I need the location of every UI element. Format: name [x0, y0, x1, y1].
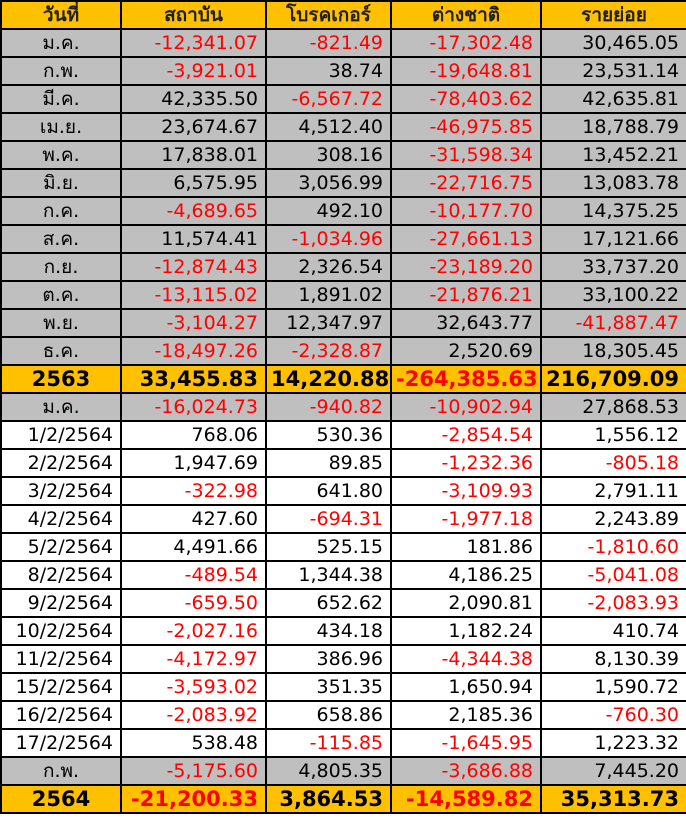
- institution-cell: -5,175.60: [121, 757, 266, 785]
- foreign-cell: -21,876.21: [391, 281, 541, 309]
- institution-cell: 17,838.01: [121, 141, 266, 169]
- broker-cell: -2,328.87: [266, 337, 391, 365]
- institution-cell: 768.06: [121, 421, 266, 449]
- broker-cell: 434.18: [266, 617, 391, 645]
- column-header-broker: โบรคเกอร์: [266, 1, 391, 29]
- institution-cell: 11,574.41: [121, 225, 266, 253]
- retail-cell: 1,556.12: [541, 421, 686, 449]
- date-cell: 16/2/2564: [1, 701, 121, 729]
- foreign-cell: 2,090.81: [391, 589, 541, 617]
- institution-cell: -12,874.43: [121, 253, 266, 281]
- institution-cell: -489.54: [121, 561, 266, 589]
- institution-cell: -16,024.73: [121, 393, 266, 421]
- date-cell: 9/2/2564: [1, 589, 121, 617]
- date-cell: เม.ย.: [1, 113, 121, 141]
- retail-cell: 13,452.21: [541, 141, 686, 169]
- month-summary-row: [1, 197, 686, 225]
- daily-row: [1, 561, 686, 589]
- foreign-cell: -1,232.36: [391, 449, 541, 477]
- table-body: [1, 29, 686, 813]
- institution-cell: 4,491.66: [121, 533, 266, 561]
- retail-cell: 1,223.32: [541, 729, 686, 757]
- institution-cell: -4,172.97: [121, 645, 266, 673]
- institution-cell: 427.60: [121, 505, 266, 533]
- date-cell: 5/2/2564: [1, 533, 121, 561]
- foreign-cell: -17,302.48: [391, 29, 541, 57]
- retail-cell: 1,590.72: [541, 673, 686, 701]
- broker-cell: -694.31: [266, 505, 391, 533]
- institution-cell: -659.50: [121, 589, 266, 617]
- retail-cell: -805.18: [541, 449, 686, 477]
- broker-cell: 351.35: [266, 673, 391, 701]
- broker-cell: 12,347.97: [266, 309, 391, 337]
- broker-cell: 386.96: [266, 645, 391, 673]
- retail-cell: 410.74: [541, 617, 686, 645]
- broker-cell: 38.74: [266, 57, 391, 85]
- institution-cell: -21,200.33: [121, 785, 266, 813]
- month-summary-row: [1, 309, 686, 337]
- date-cell: 11/2/2564: [1, 645, 121, 673]
- month-summary-row: [1, 141, 686, 169]
- broker-cell: 1,891.02: [266, 281, 391, 309]
- foreign-cell: -23,189.20: [391, 253, 541, 281]
- date-cell: ส.ค.: [1, 225, 121, 253]
- daily-row: [1, 449, 686, 477]
- date-cell: มี.ค.: [1, 85, 121, 113]
- broker-cell: 308.16: [266, 141, 391, 169]
- retail-cell: 18,305.45: [541, 337, 686, 365]
- retail-cell: -760.30: [541, 701, 686, 729]
- header-row: [1, 1, 686, 29]
- date-cell: 15/2/2564: [1, 673, 121, 701]
- month-summary-row: [1, 393, 686, 421]
- foreign-cell: 2,520.69: [391, 337, 541, 365]
- month-summary-row: [1, 337, 686, 365]
- foreign-cell: -19,648.81: [391, 57, 541, 85]
- institution-cell: 23,674.67: [121, 113, 266, 141]
- date-cell: 17/2/2564: [1, 729, 121, 757]
- broker-cell: 658.86: [266, 701, 391, 729]
- date-cell: 2/2/2564: [1, 449, 121, 477]
- month-summary-row: [1, 757, 686, 785]
- foreign-cell: -4,344.38: [391, 645, 541, 673]
- institution-cell: -4,689.65: [121, 197, 266, 225]
- date-cell: ก.ย.: [1, 253, 121, 281]
- retail-cell: 216,709.09: [541, 365, 686, 393]
- institution-cell: -2,083.92: [121, 701, 266, 729]
- broker-cell: -940.82: [266, 393, 391, 421]
- institution-cell: -13,115.02: [121, 281, 266, 309]
- retail-cell: 27,868.53: [541, 393, 686, 421]
- daily-row: [1, 729, 686, 757]
- date-cell: ต.ค.: [1, 281, 121, 309]
- broker-cell: 525.15: [266, 533, 391, 561]
- foreign-cell: -264,385.63: [391, 365, 541, 393]
- foreign-cell: 181.86: [391, 533, 541, 561]
- foreign-cell: -10,177.70: [391, 197, 541, 225]
- foreign-cell: 1,650.94: [391, 673, 541, 701]
- broker-cell: 652.62: [266, 589, 391, 617]
- month-summary-row: [1, 253, 686, 281]
- broker-cell: -1,034.96: [266, 225, 391, 253]
- date-cell: 3/2/2564: [1, 477, 121, 505]
- retail-cell: 42,635.81: [541, 85, 686, 113]
- date-cell: ก.พ.: [1, 757, 121, 785]
- foreign-cell: -10,902.94: [391, 393, 541, 421]
- broker-cell: 1,344.38: [266, 561, 391, 589]
- month-summary-row: [1, 85, 686, 113]
- daily-row: [1, 645, 686, 673]
- retail-cell: 33,100.22: [541, 281, 686, 309]
- month-summary-row: [1, 225, 686, 253]
- date-cell: มิ.ย.: [1, 169, 121, 197]
- institution-cell: -322.98: [121, 477, 266, 505]
- year-total-row: [1, 365, 686, 393]
- month-summary-row: [1, 29, 686, 57]
- foreign-cell: -22,716.75: [391, 169, 541, 197]
- foreign-cell: -78,403.62: [391, 85, 541, 113]
- column-header-foreign: ต่างชาติ: [391, 1, 541, 29]
- foreign-cell: -3,686.88: [391, 757, 541, 785]
- foreign-cell: -46,975.85: [391, 113, 541, 141]
- foreign-cell: 1,182.24: [391, 617, 541, 645]
- broker-cell: 641.80: [266, 477, 391, 505]
- date-cell: พ.ค.: [1, 141, 121, 169]
- retail-cell: 17,121.66: [541, 225, 686, 253]
- institution-cell: -18,497.26: [121, 337, 266, 365]
- foreign-cell: -3,109.93: [391, 477, 541, 505]
- institution-cell: 1,947.69: [121, 449, 266, 477]
- month-summary-row: [1, 57, 686, 85]
- retail-cell: 2,243.89: [541, 505, 686, 533]
- foreign-cell: 2,185.36: [391, 701, 541, 729]
- retail-cell: 23,531.14: [541, 57, 686, 85]
- retail-cell: 14,375.25: [541, 197, 686, 225]
- foreign-cell: -31,598.34: [391, 141, 541, 169]
- retail-cell: 18,788.79: [541, 113, 686, 141]
- broker-cell: 3,056.99: [266, 169, 391, 197]
- retail-cell: 7,445.20: [541, 757, 686, 785]
- foreign-cell: -1,645.95: [391, 729, 541, 757]
- foreign-cell: -14,589.82: [391, 785, 541, 813]
- date-cell: ธ.ค.: [1, 337, 121, 365]
- institution-cell: 6,575.95: [121, 169, 266, 197]
- retail-cell: -1,810.60: [541, 533, 686, 561]
- retail-cell: 33,737.20: [541, 253, 686, 281]
- retail-cell: 13,083.78: [541, 169, 686, 197]
- month-summary-row: [1, 169, 686, 197]
- institution-cell: 42,335.50: [121, 85, 266, 113]
- retail-cell: 30,465.05: [541, 29, 686, 57]
- date-cell: ม.ค.: [1, 29, 121, 57]
- date-cell: 1/2/2564: [1, 421, 121, 449]
- retail-cell: -5,041.08: [541, 561, 686, 589]
- institution-cell: -3,593.02: [121, 673, 266, 701]
- daily-row: [1, 505, 686, 533]
- institution-cell: 538.48: [121, 729, 266, 757]
- broker-cell: 89.85: [266, 449, 391, 477]
- broker-cell: 492.10: [266, 197, 391, 225]
- foreign-cell: -2,854.54: [391, 421, 541, 449]
- broker-cell: 14,220.88: [266, 365, 391, 393]
- date-cell: 10/2/2564: [1, 617, 121, 645]
- date-cell: 4/2/2564: [1, 505, 121, 533]
- date-cell: 2564: [1, 785, 121, 813]
- broker-cell: 2,326.54: [266, 253, 391, 281]
- broker-cell: -115.85: [266, 729, 391, 757]
- foreign-cell: 32,643.77: [391, 309, 541, 337]
- date-cell: ก.พ.: [1, 57, 121, 85]
- foreign-cell: 4,186.25: [391, 561, 541, 589]
- institution-cell: -2,027.16: [121, 617, 266, 645]
- column-header-date: วันที่: [1, 1, 121, 29]
- foreign-cell: -1,977.18: [391, 505, 541, 533]
- daily-row: [1, 589, 686, 617]
- daily-row: [1, 533, 686, 561]
- date-cell: 2563: [1, 365, 121, 393]
- column-header-institution: สถาบัน: [121, 1, 266, 29]
- month-summary-row: [1, 281, 686, 309]
- daily-row: [1, 421, 686, 449]
- retail-cell: 8,130.39: [541, 645, 686, 673]
- broker-cell: 4,805.35: [266, 757, 391, 785]
- date-cell: 8/2/2564: [1, 561, 121, 589]
- month-summary-row: [1, 113, 686, 141]
- institution-cell: 33,455.83: [121, 365, 266, 393]
- daily-row: [1, 477, 686, 505]
- institution-cell: -3,104.27: [121, 309, 266, 337]
- broker-cell: -821.49: [266, 29, 391, 57]
- retail-cell: -41,887.47: [541, 309, 686, 337]
- broker-cell: 530.36: [266, 421, 391, 449]
- daily-row: [1, 701, 686, 729]
- broker-cell: 3,864.53: [266, 785, 391, 813]
- institution-cell: -12,341.07: [121, 29, 266, 57]
- foreign-cell: -27,661.13: [391, 225, 541, 253]
- retail-cell: 2,791.11: [541, 477, 686, 505]
- column-header-retail: รายย่อย: [541, 1, 686, 29]
- retail-cell: -2,083.93: [541, 589, 686, 617]
- year-total-row: [1, 785, 686, 813]
- broker-cell: -6,567.72: [266, 85, 391, 113]
- date-cell: พ.ย.: [1, 309, 121, 337]
- retail-cell: 35,313.73: [541, 785, 686, 813]
- broker-cell: 4,512.40: [266, 113, 391, 141]
- daily-row: [1, 617, 686, 645]
- institution-cell: -3,921.01: [121, 57, 266, 85]
- daily-row: [1, 673, 686, 701]
- date-cell: ม.ค.: [1, 393, 121, 421]
- date-cell: ก.ค.: [1, 197, 121, 225]
